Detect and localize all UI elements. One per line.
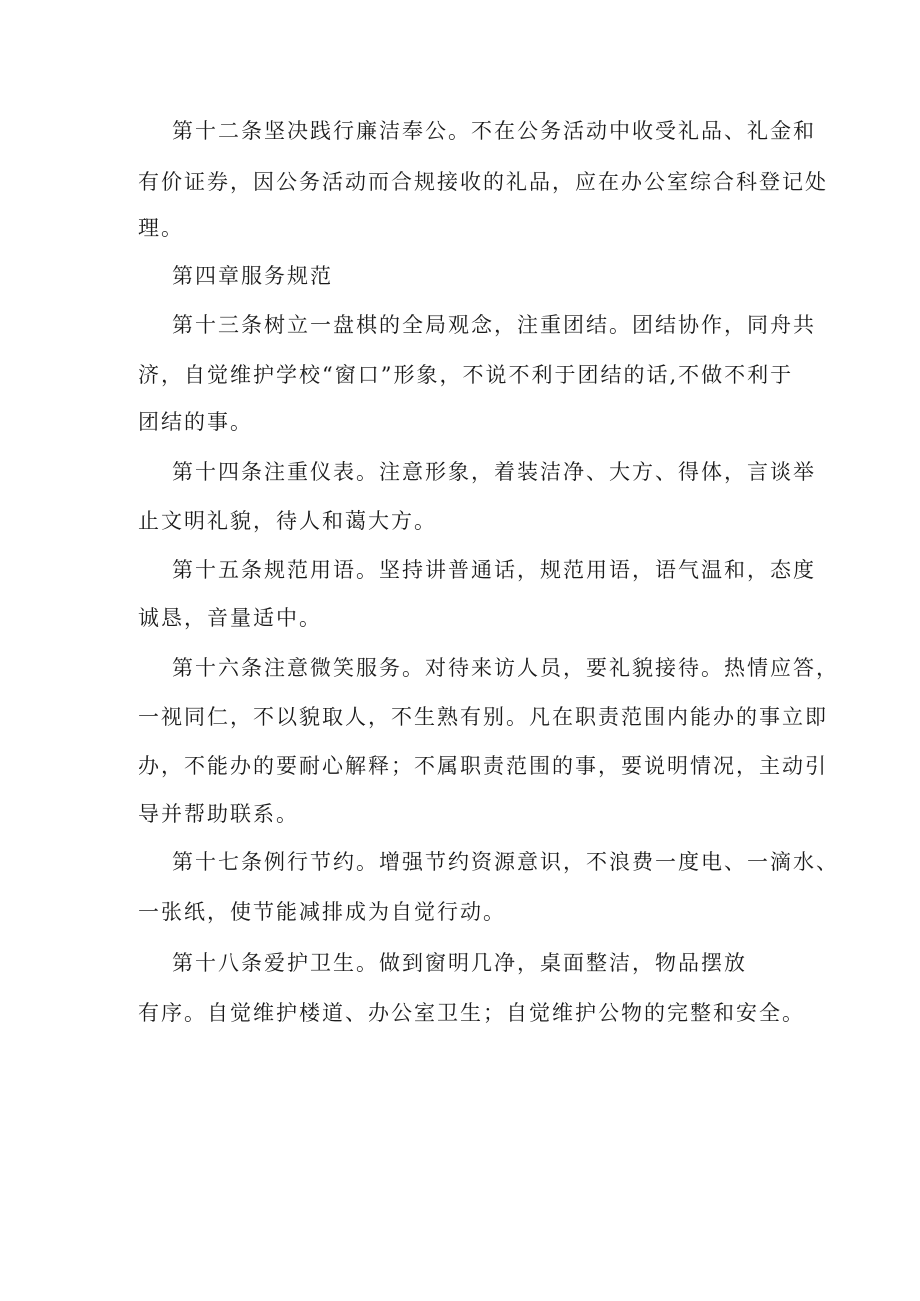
text-line: 一张纸，使节能减排成为自觉行动。: [138, 900, 506, 924]
text-line: 止文明礼貌，待人和蔼大方。: [138, 509, 437, 533]
text-line: 理。: [138, 216, 184, 240]
text-line: 一视同仁，不以貌取人，不生熟有别。凡在职责范围内能办的事立即: [138, 705, 828, 729]
text-line: 团结的事。: [138, 410, 253, 434]
text-line: 第十五条规范用语。坚持讲普通话，规范用语，语气温和，态度: [172, 558, 816, 582]
text-line: 济，自觉维护学校“窗口”形象，不说不利于团结的话,不做不利于: [138, 363, 794, 387]
text-line: 导并帮助联系。: [138, 802, 299, 826]
text-line: 有序。自觉维护楼道、办公室卫生；自觉维护公物的完整和安全。: [138, 1001, 805, 1025]
text-line: 第四章服务规范: [172, 264, 333, 288]
text-line: 第十八条爱护卫生。做到窗明几净，桌面整洁，物品摆放: [172, 951, 747, 975]
text-line: 有价证券，因公务活动而合规接收的礼品，应在办公室综合科登记处: [138, 170, 828, 194]
text-line: 诚恳，音量适中。: [138, 606, 322, 630]
text-line: 第十三条树立一盘棋的全局观念，注重团结。团结协作，同舟共: [172, 313, 816, 337]
text-line: 办，不能办的要耐心解释；不属职责范围的事，要说明情况，主动引: [138, 754, 828, 778]
text-line: 第十四条注重仪表。注意形象，着装洁净、大方、得体，言谈举: [172, 460, 816, 484]
text-line: 第十二条坚决践行廉洁奉公。不在公务活动中收受礼品、礼金和: [172, 119, 816, 143]
text-line: 第十七条例行节约。增强节约资源意识，不浪费一度电、一滴水、: [172, 850, 839, 874]
text-line: 第十六条注意微笑服务。对待来访人员，要礼貌接待。热情应答，: [172, 656, 839, 680]
